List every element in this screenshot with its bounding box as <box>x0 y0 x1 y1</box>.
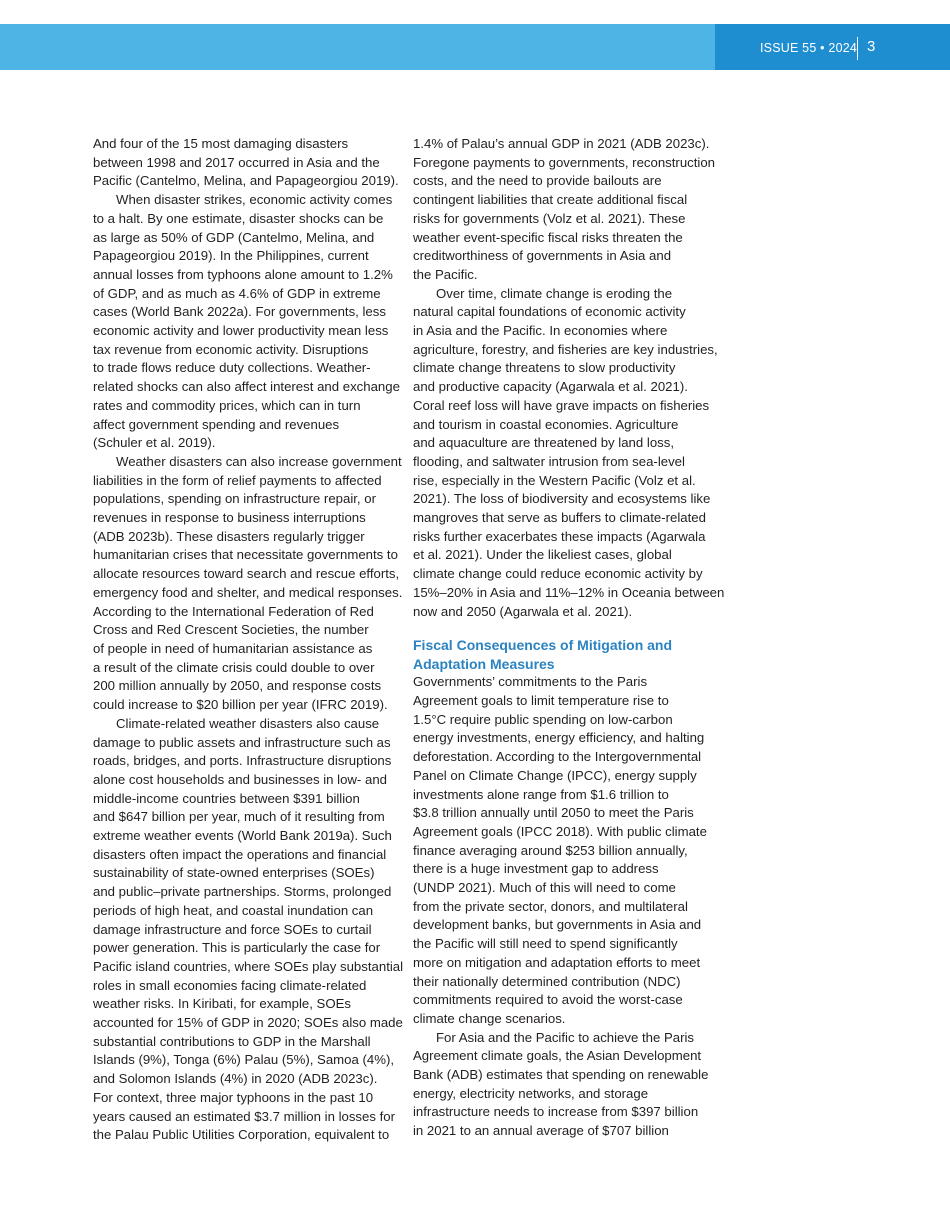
text-line: infrastructure needs to increase from $397 billion <box>413 1104 699 1120</box>
text-line: climate change threatens to slow productivity <box>413 360 676 376</box>
text-line: agriculture, forestry, and fisheries are key industries, <box>413 341 718 357</box>
text-line: For context, three major typhoons in the past 10 <box>93 1089 374 1105</box>
text-line: related shocks can also affect interest and exchange <box>93 379 400 395</box>
text-line: (UNDP 2021). Much of this will need to come <box>413 880 676 896</box>
text-line: Pacific (Cantelmo, Melina, and Papageorgiou 2019). <box>93 173 399 189</box>
text-line: between 1998 and 2017 occurred in Asia and the <box>93 154 380 170</box>
text-line: and public–private partnerships. Storms, prolonged <box>93 884 392 900</box>
text-line: Over time, climate change is eroding the <box>436 285 673 301</box>
text-line: roles in small economies facing climate-related <box>93 977 367 993</box>
text-line: mangroves that serve as buffers to climate-related <box>413 510 706 526</box>
text-line: disasters often impact the operations and financial <box>93 846 387 862</box>
text-line: finance averaging around $253 billion annually, <box>413 842 688 858</box>
text-line: 200 million annually by 2050, and response costs <box>93 678 382 694</box>
text-line: rates and commodity prices, which can in turn <box>93 397 361 413</box>
text-line: the Pacific. <box>413 266 478 282</box>
text-line: more on mitigation and adaptation efforts to meet <box>413 954 701 970</box>
text-line: in 2021 to an annual average of $707 billion <box>413 1123 669 1139</box>
text-line: to a halt. By one estimate, disaster shocks can be <box>93 210 384 226</box>
text-line: 15%–20% in Asia and 11%–12% in Oceania between <box>413 584 725 600</box>
text-line: affect government spending and revenues <box>93 416 340 432</box>
text-line: Weather disasters can also increase government <box>116 453 402 469</box>
text-line: now and 2050 (Agarwala et al. 2021). <box>413 603 633 619</box>
text-line: natural capital foundations of economic activity <box>413 304 686 320</box>
text-line: development banks, but governments in Asia and <box>413 917 702 933</box>
text-line: Foregone payments to governments, reconstruction <box>413 154 716 170</box>
paragraph <box>93 453 403 715</box>
text-line: Cross and Red Crescent Societies, the number <box>93 622 369 638</box>
text-line: Governments’ commitments to the Paris <box>413 674 648 690</box>
text-line: According to the International Federation of Red <box>93 603 374 619</box>
text-line: alone cost households and businesses in low- and <box>93 771 387 787</box>
text-line: Papageorgiou 2019). In the Philippines, current <box>93 248 369 264</box>
text-line: periods of high heat, and coastal inundation can <box>93 902 374 918</box>
text-line: and productive capacity (Agarwala et al. 2021). <box>413 379 688 395</box>
text-line: Panel on Climate Change (IPCC), energy supply <box>413 767 697 783</box>
text-line: And four of the 15 most damaging disasters <box>93 136 349 151</box>
text-line: Coral reef loss will have grave impacts on fisheries <box>413 397 710 413</box>
text-line: allocate resources toward search and rescue efforts, <box>93 566 400 582</box>
text-line: Agreement climate goals, the Asian Development <box>413 1048 702 1064</box>
text-line: humanitarian crises that necessitate governments to <box>93 547 398 563</box>
text-line: costs, and the need to provide bailouts are <box>413 173 662 189</box>
right-column <box>413 135 725 1141</box>
text-line: of GDP, and as much as 4.6% of GDP in extreme <box>93 285 381 301</box>
text-line: deforestation. According to the Intergovernmental <box>413 749 702 765</box>
text-line: Agreement goals to limit temperature rise to <box>413 692 669 708</box>
text-line: liabilities in the form of relief payments to affected <box>93 472 382 488</box>
section-heading <box>413 636 719 673</box>
text-line: and Solomon Islands (4%) in 2020 (ADB 2023c). <box>93 1071 378 1087</box>
text-line: and tourism in coastal economies. Agriculture <box>413 416 679 432</box>
text-line: substantial contributions to GDP in the Marshall <box>93 1033 371 1049</box>
text-line: energy investments, energy efficiency, and halting <box>413 730 705 746</box>
text-line: accounted for 15% of GDP in 2020; SOEs also made <box>93 1015 403 1031</box>
text-line: the Pacific will still need to spend significantly <box>413 936 678 952</box>
text-line: to trade flows reduce duty collections. Weather- <box>93 360 371 376</box>
text-line: $3.8 trillion annually until 2050 to meet the Paris <box>413 805 694 821</box>
text-line: and $647 billion per year, much of it resulting from <box>93 809 385 825</box>
text-line: in Asia and the Pacific. In economies where <box>413 323 668 339</box>
text-line: commitments required to avoid the worst-case <box>413 992 683 1008</box>
text-line: damage to public assets and infrastructure such as <box>93 734 391 750</box>
text-line: and aquaculture are threatened by land loss, <box>413 435 675 451</box>
left-column <box>93 135 404 1145</box>
text-line: could increase to $20 billion per year (IFRC 2019). <box>93 697 388 713</box>
text-line: flooding, and saltwater intrusion from sea-level <box>413 453 685 469</box>
header-divider <box>857 37 858 60</box>
text-line: Agreement goals (IPCC 2018). With public climate <box>413 823 707 839</box>
text-line: Bank (ADB) estimates that spending on renewable <box>413 1067 709 1083</box>
text-line: et al. 2021). Under the likeliest cases, global <box>413 547 672 563</box>
text-line: When disaster strikes, economic activity comes <box>116 192 393 208</box>
text-line: the Palau Public Utilities Corporation, equivalent to <box>93 1127 390 1143</box>
text-line: populations, spending on infrastructure repair, or <box>93 491 376 507</box>
text-line: cases (World Bank 2022a). For governments, less <box>93 304 386 320</box>
text-line: emergency food and shelter, and medical responses. <box>93 584 403 600</box>
text-line: (Schuler et al. 2019). <box>93 435 216 451</box>
text-line: rise, especially in the Western Pacific (Volz et al. <box>413 472 696 488</box>
text-line: (ADB 2023b). These disasters regularly trigger <box>93 528 365 544</box>
text-line: Islands (9%), Tonga (6%) Palau (5%), Samoa (4%), <box>93 1052 394 1068</box>
issue-label: ISSUE 55 • 2024 <box>760 41 858 55</box>
text-line: as large as 50% of GDP (Cantelmo, Melina, and <box>93 229 375 245</box>
text-line: climate change could reduce economic activity by <box>413 566 703 582</box>
paragraph <box>413 1029 719 1141</box>
paragraph <box>413 135 719 285</box>
text-line: tax revenue from economic activity. Disruptions <box>93 341 369 357</box>
page-number: 3 <box>867 38 876 55</box>
text-line: roads, bridges, and ports. Infrastructure disruptions <box>93 753 392 769</box>
heading-line: Adaptation Measures <box>413 655 555 672</box>
text-line: contingent liabilities that create additional fiscal <box>413 192 688 208</box>
paragraph <box>93 135 399 191</box>
text-line: energy, electricity networks, and storage <box>413 1085 649 1101</box>
text-line: of people in need of humanitarian assistance as <box>93 640 373 656</box>
text-line: from the private sector, donors, and multilateral <box>413 898 688 914</box>
paragraph <box>413 285 725 622</box>
text-line: weather event-specific fiscal risks threaten the <box>413 229 683 245</box>
text-line: a result of the climate crisis could double to over <box>93 659 375 675</box>
text-line: risks further exacerbates these impacts (Agarwala <box>413 528 706 544</box>
text-line: damage infrastructure and force SOEs to curtail <box>93 921 372 937</box>
text-line: 1.5°C require public spending on low-carbon <box>413 711 673 727</box>
text-line: years caused an estimated $3.7 million in losses for <box>93 1108 395 1124</box>
text-line: Pacific island countries, where SOEs play substantial <box>93 958 404 974</box>
paragraph <box>413 673 719 1028</box>
text-line: 2021). The loss of biodiversity and ecosystems like <box>413 491 711 507</box>
paragraph <box>93 191 399 453</box>
text-line: For Asia and the Pacific to achieve the Paris <box>436 1029 695 1045</box>
text-line: power generation. This is particularly the case for <box>93 940 381 956</box>
text-line: risks for governments (Volz et al. 2021). These <box>413 210 686 226</box>
text-line: Climate-related weather disasters also cause <box>116 715 380 731</box>
text-line: economic activity and lower productivity mean less <box>93 323 389 339</box>
text-line: extreme weather events (World Bank 2019a). Such <box>93 828 392 844</box>
text-line: annual losses from typhoons alone amount to 1.2% <box>93 266 393 282</box>
paragraph <box>93 715 404 1145</box>
text-line: investments alone range from $1.6 trillion to <box>413 786 669 802</box>
text-line: there is a huge investment gap to address <box>413 861 659 877</box>
text-line: creditworthiness of governments in Asia and <box>413 248 672 264</box>
text-line: weather risks. In Kiribati, for example, SOEs <box>93 996 351 1012</box>
text-line: 1.4% of Palau’s annual GDP in 2021 (ADB 2023c). <box>413 136 710 151</box>
text-line: middle-income countries between $391 billion <box>93 790 360 806</box>
text-line: their nationally determined contribution (NDC) <box>413 973 681 989</box>
heading-line: Fiscal Consequences of Mitigation and <box>413 637 673 654</box>
text-line: revenues in response to business interruptions <box>93 510 366 526</box>
text-line: sustainability of state-owned enterprises (SOEs) <box>93 865 375 881</box>
text-line: climate change scenarios. <box>413 1010 566 1026</box>
